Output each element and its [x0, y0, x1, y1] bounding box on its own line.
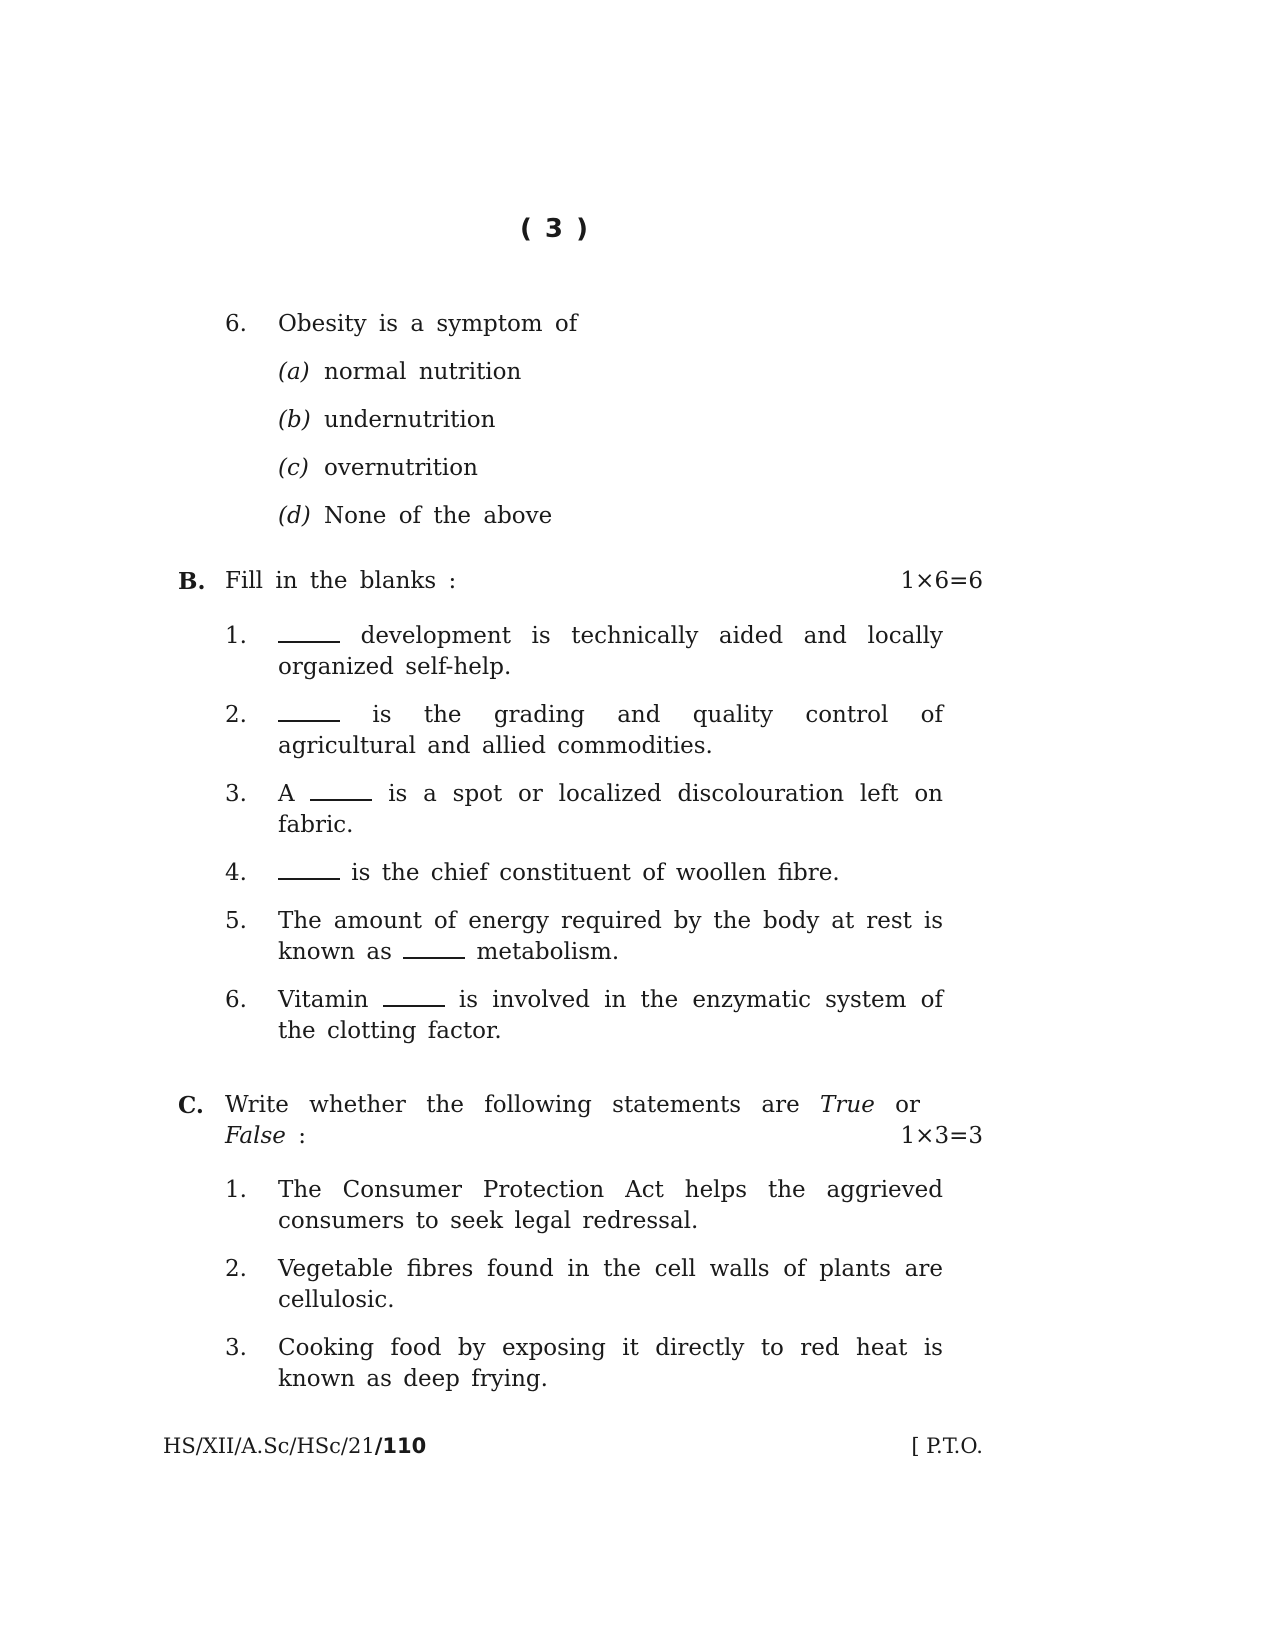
true-false-3-number: 3.	[225, 1335, 247, 1361]
option-d	[278, 501, 552, 532]
fill-blank-1-number: 1.	[225, 623, 247, 649]
true-false-2-text: Vegetable fibres found in the cell walls of plants are cellulosic.	[278, 1256, 943, 1313]
blank-line	[403, 939, 465, 959]
option-text: overnutrition	[324, 455, 478, 481]
section-c-title-line2	[225, 1121, 306, 1152]
fill-blank-3-number: 3.	[225, 781, 247, 807]
section-b-title: Fill in the blanks :	[225, 568, 457, 594]
true-false-3-text: Cooking food by exposing it directly to red heat is known as deep frying.	[278, 1335, 943, 1392]
fill-blank-1-text	[278, 621, 943, 683]
fill-blank-5-text	[278, 906, 943, 968]
true-false-1-number: 1.	[225, 1177, 247, 1203]
blank-line	[278, 702, 340, 722]
fill-blank-4-text	[278, 858, 943, 889]
option-text: normal nutrition	[324, 359, 522, 385]
section-b-letter: B.	[178, 568, 206, 595]
section-c-marks: 1×3=3	[900, 1123, 983, 1149]
option-text: undernutrition	[324, 407, 496, 433]
section-c-title-true: True	[820, 1092, 875, 1118]
footer-pto: [ P.T.O.	[911, 1434, 983, 1458]
blank-line	[310, 781, 372, 801]
fill-blank-3-text	[278, 779, 943, 841]
fill-blank-3-after: is a spot or localized discolouration left on fabric.	[278, 781, 943, 838]
option-c	[278, 453, 478, 484]
fill-blank-2-after: is the grading and quality control of agricultural and allied commodities.	[278, 702, 943, 759]
question-6-text: Obesity is a symptom of	[278, 311, 578, 337]
fill-blank-4-number: 4.	[225, 860, 247, 886]
option-b	[278, 405, 495, 436]
section-b-marks: 1×6=6	[900, 568, 983, 594]
fill-blank-6-text	[278, 985, 943, 1047]
blank-line	[383, 987, 445, 1007]
fill-blank-2-number: 2.	[225, 702, 247, 728]
footer-paper-code	[163, 1434, 426, 1458]
footer-code-bold: /110	[374, 1434, 427, 1458]
option-a	[278, 357, 521, 388]
fill-blank-6-number: 6.	[225, 987, 247, 1013]
blank-line	[278, 623, 340, 643]
option-text: None of the above	[324, 503, 553, 529]
fill-blank-6-before: Vitamin	[278, 987, 383, 1013]
fill-blank-3-before: A	[278, 781, 311, 807]
section-c-title-or: or	[874, 1092, 921, 1118]
option-label: (b)	[278, 407, 311, 433]
page-number: ( 3 )	[520, 214, 590, 244]
option-label: (c)	[278, 455, 309, 481]
fill-blank-5-number: 5.	[225, 908, 247, 934]
question-6-number: 6.	[225, 311, 247, 337]
fill-blank-4-after: is the chief constituent of woollen fibre.	[340, 860, 840, 886]
section-c-title-false: False	[225, 1123, 286, 1149]
fill-blank-1-after: development is technically aided and locally organized self-help.	[278, 623, 943, 680]
section-c-title-colon: :	[285, 1123, 306, 1149]
section-c-title-line1	[225, 1090, 920, 1121]
option-label: (a)	[278, 359, 310, 385]
option-label: (d)	[278, 503, 311, 529]
true-false-1-text: The Consumer Protection Act helps the aggrieved consumers to seek legal redressal.	[278, 1177, 943, 1234]
fill-blank-5-after: metabolism.	[465, 939, 620, 965]
fill-blank-5-before: The amount of energy required by the body at rest is known as	[278, 908, 943, 965]
fill-blank-6-after: is involved in the enzymatic system of the clotting factor.	[278, 987, 943, 1044]
true-false-2-number: 2.	[225, 1256, 247, 1282]
blank-line	[278, 860, 340, 880]
fill-blank-2-text	[278, 700, 943, 762]
section-c-letter: C.	[178, 1092, 204, 1119]
footer-code: HS/XII/A.Sc/HSc/21	[163, 1434, 375, 1458]
section-c-title-part1: Write whether the following statements are	[225, 1092, 821, 1118]
